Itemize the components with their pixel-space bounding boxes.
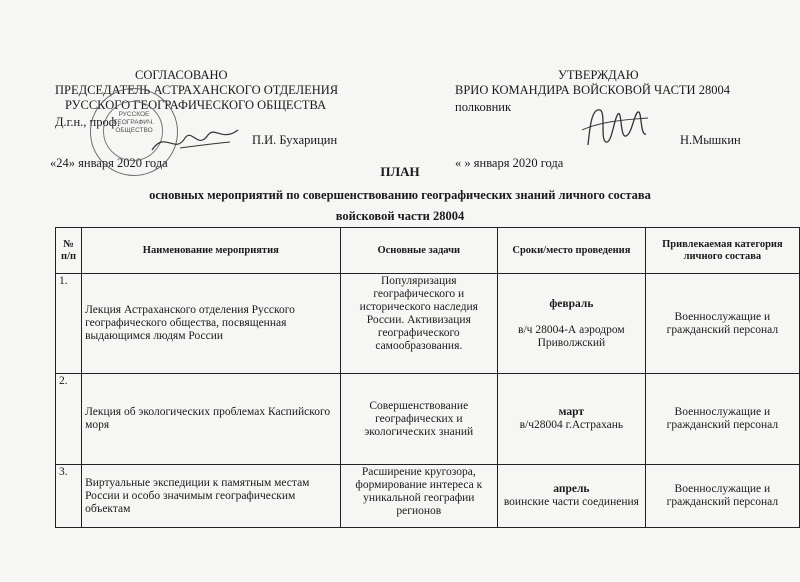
- military-rank: полковник: [455, 100, 512, 114]
- right-signature: [580, 100, 650, 155]
- agreed-label: СОГЛАСОВАНО: [135, 68, 228, 82]
- plan-subtitle: основных мероприятий по совершенствованию географических знаний личного состава: [149, 188, 651, 202]
- event-timing-place: [498, 374, 646, 465]
- col-header-tasks: Основные задачи: [340, 228, 497, 274]
- left-approval-date: «24» января 2020 года: [50, 156, 168, 170]
- col-header-category: Привлекаемая категория личного состава: [645, 228, 799, 274]
- table-row: [56, 374, 800, 465]
- col-header-timing-place: Сроки/место проведения: [498, 228, 646, 274]
- event-category: Военнослужащие и гражданский персонал: [645, 274, 799, 374]
- event-tasks: Популяризация географического и исторического наследия России. Активизация географического самообразования.: [340, 274, 497, 374]
- right-signatory-name: Н.Мышкин: [680, 133, 741, 147]
- event-category: Военнослужащие и гражданский персонал: [645, 374, 799, 465]
- academic-degree: Д.г.н., проф.: [55, 115, 120, 129]
- left-signature: [150, 120, 240, 160]
- event-category: Военнослужащие и гражданский персонал: [645, 465, 799, 528]
- plan-unit: войсковой части 28004: [335, 209, 465, 223]
- table-row: [56, 274, 800, 374]
- event-month: февраль: [549, 297, 594, 310]
- event-place: в/ч 28004-А аэродром Приволжский: [518, 323, 625, 349]
- event-place: в/ч28004 г.Астрахань: [519, 419, 624, 431]
- chairman-title: ПРЕДСЕДАТЕЛЬ АСТРАХАНСКОГО ОТДЕЛЕНИЯ: [55, 83, 339, 97]
- table-header-row: [56, 228, 800, 274]
- row-number: 3.: [56, 465, 82, 528]
- row-number: 1.: [56, 274, 82, 374]
- left-signatory-name: П.И. Бухарицин: [252, 133, 338, 147]
- event-month: апрель: [553, 483, 590, 495]
- event-name: Лекция Астраханского отделения Русского географического общества, посвященная выдающимся людям России: [82, 274, 340, 374]
- event-tasks: Совершенствование географических и экологических знаний: [340, 374, 497, 465]
- society-name: РУССКОГО ГЕОГРАФИЧЕСКОГО ОБЩЕСТВА: [65, 98, 327, 112]
- event-timing-place: [498, 274, 646, 374]
- event-month: март: [558, 406, 585, 418]
- event-name: Виртуальные экспедиции к памятным местам России и особо значимым географическим объектам: [82, 465, 340, 528]
- event-place: воинские части соединения: [503, 496, 639, 508]
- table-row: [56, 465, 800, 528]
- col-header-event-name: Наименование мероприятия: [82, 228, 340, 274]
- events-table: [55, 227, 800, 528]
- seal-text: РУССКОЕ ГЕОГРАФИЧ. ОБЩЕСТВО: [113, 111, 155, 134]
- approve-label: УТВЕРЖДАЮ: [558, 68, 639, 82]
- event-timing-place: [498, 465, 646, 528]
- event-tasks: Расширение кругозора, формирование интереса к уникальной географии регионов: [340, 465, 497, 528]
- right-approval-date: « » января 2020 года: [455, 156, 564, 170]
- event-name: Лекция об экологических проблемах Каспийского моря: [82, 374, 340, 465]
- plan-title: ПЛАН: [380, 164, 420, 179]
- commander-title: ВРИО КОМАНДИРА ВОЙСКОВОЙ ЧАСТИ 28004: [455, 83, 730, 97]
- col-header-number: № п/п: [56, 228, 82, 274]
- row-number: 2.: [56, 374, 82, 465]
